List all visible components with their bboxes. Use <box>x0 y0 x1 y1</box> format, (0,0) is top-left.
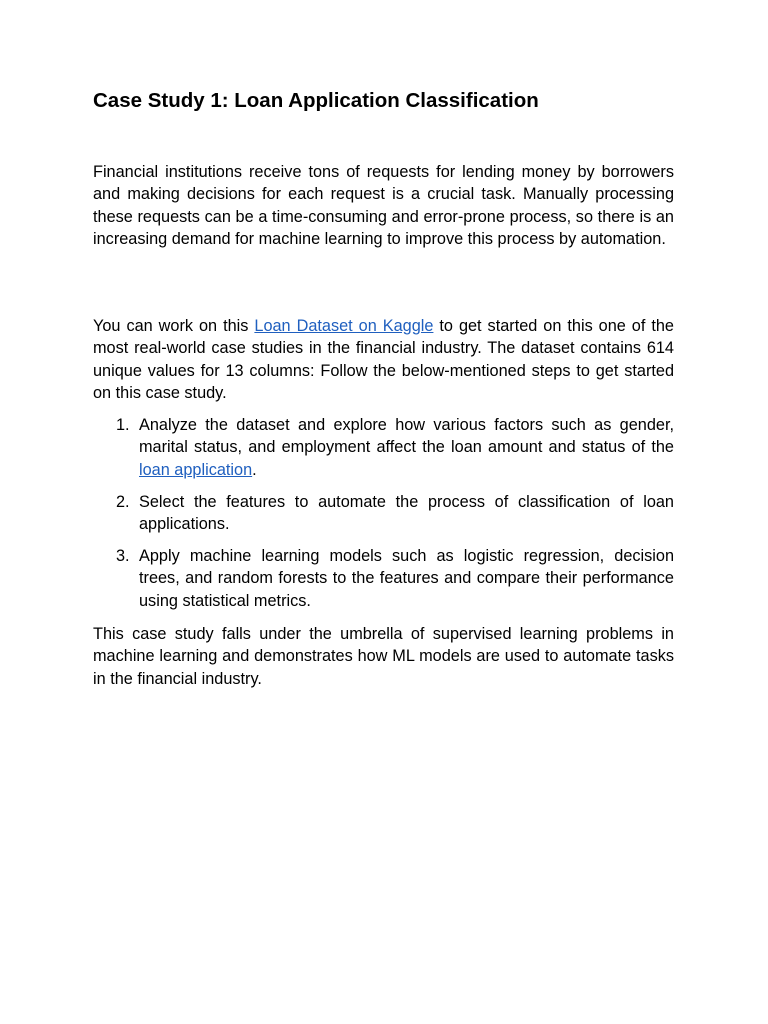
step-text-end: . <box>252 460 257 479</box>
loan-application-link[interactable]: loan application <box>139 460 253 479</box>
step-text <box>139 414 674 481</box>
document-title: Case Study 1: Loan Application Classification <box>93 89 539 112</box>
dataset-paragraph-lead: You can work on this <box>93 317 255 335</box>
list-item <box>93 491 674 536</box>
dataset-paragraph <box>93 315 674 405</box>
step-number: 3. <box>116 547 130 566</box>
list-item <box>93 545 674 612</box>
step-text: Apply machine learning models such as logistic regression, decision trees, and random forests to the features and compare their performance using statistical metrics. <box>139 547 674 610</box>
kaggle-dataset-link[interactable]: Loan Dataset on Kaggle <box>254 317 434 335</box>
list-item <box>93 414 674 481</box>
step-text: Select the features to automate the process of classification of loan applications. <box>139 492 674 534</box>
intro-paragraph: Financial institutions receive tons of requests for lending money by borrowers and making decisions for each request is a crucial task. Manually processing these requests can be a time-consuming and error-prone process, so there is an increasing demand for machine learning to improve this process by automation. <box>93 163 674 249</box>
dataset-paragraph-rest: to get started on this one of the most real-world case studies in the financial industry. The dataset contains 614 unique values for 13 columns: Follow the below-mentioned steps to get started on this case study. <box>93 317 674 403</box>
step-number: 2. <box>116 492 130 511</box>
step-text-lead: Analyze the dataset and explore how various factors such as gender, marital status, and employment affect the loan amount and status of the <box>139 416 674 457</box>
conclusion-paragraph: This case study falls under the umbrella of supervised learning problems in machine learning and demonstrates how ML models are used to automate tasks in the financial industry. <box>93 625 674 688</box>
steps-list <box>93 414 674 622</box>
step-number: 1. <box>116 416 130 434</box>
